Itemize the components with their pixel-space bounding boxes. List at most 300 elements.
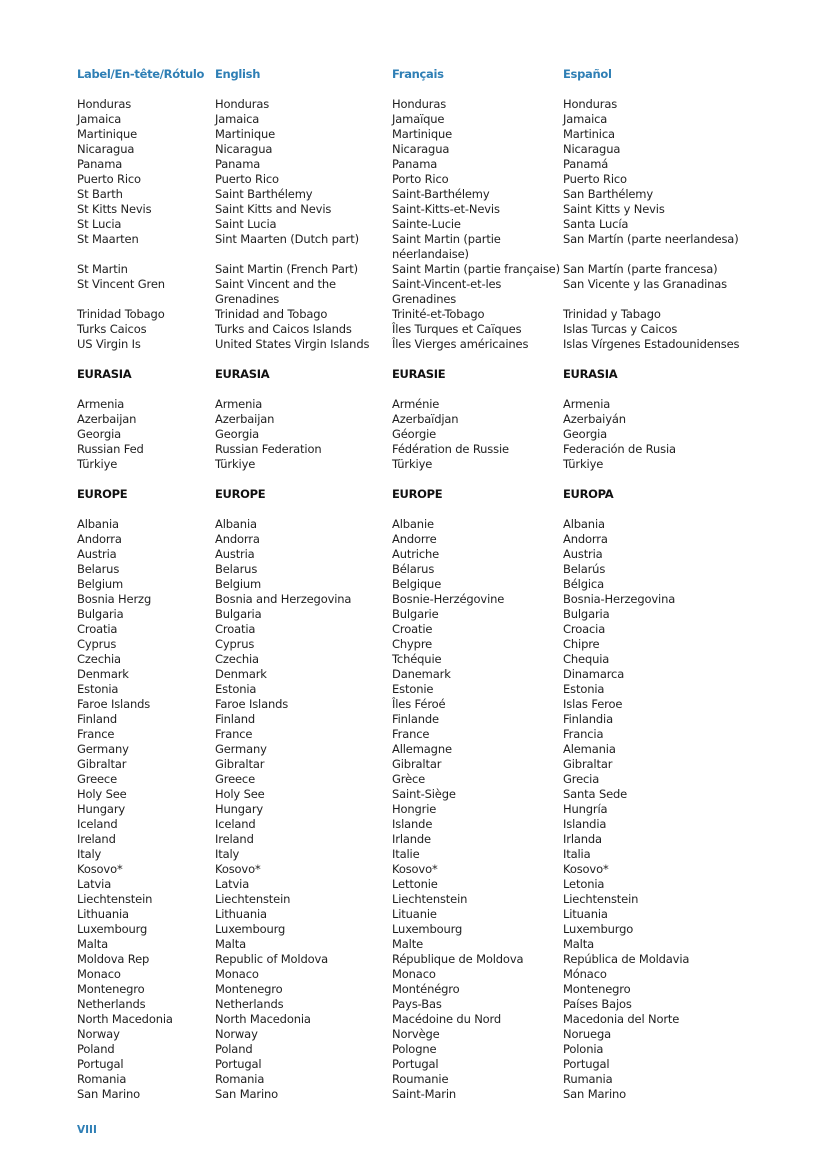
cell-francais: Îles Féroé [392,697,446,711]
table-row [0,127,827,142]
cell-label: Gibraltar [77,757,127,771]
cell-english: Portugal [215,1057,262,1071]
cell-espanol: Honduras [563,97,618,111]
cell-label: Faroe Islands [77,697,151,711]
cell-espanol: Italia [563,847,591,861]
table-row [0,172,827,187]
table-row [0,742,827,757]
table-row [0,562,827,577]
cell-label: Monaco [77,967,121,981]
cell-english: Faroe Islands [215,697,289,711]
cell-francais: Lituanie [392,907,437,921]
cell-label: Lithuania [77,907,129,921]
cell-english: Finland [215,712,256,726]
cell-francais: Sainte-Lucie [392,217,461,231]
cell-label: Denmark [77,667,129,681]
cell-francais: Monaco [392,967,436,981]
cell-francais: Bosnie-Herzégovine [392,592,505,606]
cell-label: San Marino [77,1087,141,1101]
column-header-row [0,67,827,82]
table-row [0,862,827,877]
cell-francais: Îles Vierges américaines [392,337,529,351]
cell-english: Grenadines [215,292,280,306]
cell-francais: Bulgarie [392,607,439,621]
cell-label: Moldova Rep [77,952,150,966]
cell-english: Lithuania [215,907,267,921]
cell-english: Azerbaijan [215,412,275,426]
table-row [0,457,827,472]
cell-francais: Macédoine du Nord [392,1012,502,1026]
cell-espanol: Puerto Rico [563,172,627,186]
section-title-francais: EUROPE [392,487,443,501]
cell-espanol: Azerbaiyán [563,412,626,426]
cell-english: Bulgaria [215,607,262,621]
cell-english: Austria [215,547,255,561]
cell-label: Belarus [77,562,120,576]
cell-francais: Albanie [392,517,434,531]
cell-english: Russian Federation [215,442,322,456]
cell-espanol: Bulgaria [563,607,610,621]
cell-english: Armenia [215,397,263,411]
cell-francais: Honduras [392,97,447,111]
cell-english: Belgium [215,577,262,591]
cell-espanol: Martinica [563,127,615,141]
table-row [0,1072,827,1087]
cell-english: Cyprus [215,637,255,651]
cell-label: Albania [77,517,119,531]
table-row [0,922,827,937]
table-row [0,607,827,622]
cell-label: Portugal [77,1057,124,1071]
cell-francais: Bélarus [392,562,435,576]
cell-label: Austria [77,547,117,561]
cell-english: Czechia [215,652,259,666]
cell-francais: Pologne [392,1042,437,1056]
table-row-continuation [0,292,827,307]
cell-francais: Monténégro [392,982,460,996]
cell-label: St Kitts Nevis [77,202,152,216]
cell-english: Italy [215,847,240,861]
cell-francais: Panama [392,157,438,171]
cell-francais: Hongrie [392,802,437,816]
section-title-label: EUROPE [77,487,128,501]
table-row [0,697,827,712]
cell-label: Martinique [77,127,138,141]
table-row [0,202,827,217]
cell-english: Montenegro [215,982,283,996]
cell-espanol: Croacia [563,622,606,636]
cell-label: Germany [77,742,129,756]
cell-francais: Irlande [392,832,431,846]
cell-francais: Islande [392,817,433,831]
cell-english: Germany [215,742,267,756]
cell-espanol: Islas Feroe [563,697,623,711]
cell-francais: Luxembourg [392,922,463,936]
cell-label: Estonia [77,682,119,696]
cell-label: Finland [77,712,118,726]
cell-english: Panama [215,157,261,171]
cell-english: Bosnia and Herzegovina [215,592,352,606]
cell-label: Cyprus [77,637,117,651]
cell-espanol: San Barthélemy [563,187,654,201]
cell-francais: Allemagne [392,742,452,756]
cell-espanol: Liechtenstein [563,892,639,906]
cell-francais: Trinité-et-Tobago [392,307,485,321]
table-row [0,787,827,802]
cell-label: Bosnia Herzg [77,592,152,606]
cell-label: Kosovo* [77,862,123,876]
cell-label: Jamaica [77,112,122,126]
cell-francais: Autriche [392,547,440,561]
cell-espanol: Irlanda [563,832,602,846]
section-heading [0,367,827,382]
cell-label: Russian Fed [77,442,144,456]
cell-espanol: Belarús [563,562,606,576]
cell-english: Honduras [215,97,270,111]
cell-espanol: Polonia [563,1042,604,1056]
cell-francais: Saint-Vincent-et-les [392,277,502,291]
cell-english: Estonia [215,682,257,696]
section-heading [0,487,827,502]
cell-label: Georgia [77,427,122,441]
table-row [0,817,827,832]
cell-francais: Saint-Siège [392,787,456,801]
cell-espanol: Gibraltar [563,757,613,771]
cell-espanol: San Vicente y las Granadinas [563,277,728,291]
cell-espanol: Países Bajos [563,997,632,1011]
table-row [0,412,827,427]
table-row [0,727,827,742]
cell-english: Monaco [215,967,259,981]
cell-label: St Vincent Gren [77,277,165,291]
cell-english: Jamaica [215,112,260,126]
cell-espanol: Bélgica [563,577,604,591]
table-row-continuation [0,247,827,262]
cell-espanol: Kosovo* [563,862,609,876]
header-espanol: Español [563,67,612,81]
cell-label: St Martin [77,262,128,276]
cell-espanol: Grecia [563,772,600,786]
cell-label: Holy See [77,787,127,801]
cell-espanol: Austria [563,547,603,561]
table-row [0,1057,827,1072]
cell-francais: Danemark [392,667,451,681]
table-row [0,322,827,337]
cell-english: Türkiye [215,457,256,471]
table-row [0,892,827,907]
table-row [0,1087,827,1102]
table-row [0,937,827,952]
cell-espanol: Jamaica [563,112,608,126]
table-row [0,592,827,607]
table-row [0,667,827,682]
cell-espanol: San Martín (parte neerlandesa) [563,232,739,246]
cell-label: Luxembourg [77,922,148,936]
cell-english: Republic of Moldova [215,952,329,966]
section-title-label: EURASIA [77,367,132,381]
table-row [0,877,827,892]
cell-espanol: San Martín (parte francesa) [563,262,718,276]
table-row [0,847,827,862]
cell-english: Trinidad and Tobago [215,307,328,321]
cell-label: Türkiye [77,457,118,471]
table-row [0,802,827,817]
cell-espanol: Andorra [563,532,608,546]
table-row [0,1027,827,1042]
cell-espanol: Macedonia del Norte [563,1012,680,1026]
cell-english: Malta [215,937,246,951]
cell-english: Puerto Rico [215,172,279,186]
section-title-english: EURASIA [215,367,270,381]
cell-francais: Grèce [392,772,426,786]
table-row [0,1042,827,1057]
table-row [0,652,827,667]
cell-espanol: Luxemburgo [563,922,634,936]
cell-espanol: Malta [563,937,594,951]
cell-label: Azerbaijan [77,412,137,426]
cell-english: Martinique [215,127,276,141]
table-row [0,832,827,847]
cell-francais: néerlandaise) [392,247,469,261]
cell-english: Sint Maarten (Dutch part) [215,232,359,246]
cell-english: Georgia [215,427,260,441]
cell-francais: Portugal [392,1057,439,1071]
cell-espanol: Federación de Rusia [563,442,676,456]
cell-francais: France [392,727,430,741]
table-row [0,577,827,592]
cell-english: Turks and Caicos Islands [215,322,352,336]
cell-francais: Tchéquie [392,652,442,666]
cell-label: Latvia [77,877,112,891]
cell-espanol: Finlandia [563,712,613,726]
cell-francais: Pays-Bas [392,997,442,1011]
cell-espanol: Panamá [563,157,609,171]
cell-francais: Jamaïque [392,112,445,126]
cell-english: Liechtenstein [215,892,291,906]
cell-english: Luxembourg [215,922,286,936]
table-row [0,427,827,442]
header-label: Label/En-tête/Rótulo [77,67,205,81]
cell-espanol: Santa Lucía [563,217,629,231]
page-number: VIII [77,1124,97,1136]
cell-label: Puerto Rico [77,172,141,186]
cell-espanol: Armenia [563,397,611,411]
cell-label: Turks Caicos [77,322,147,336]
cell-espanol: Estonia [563,682,605,696]
cell-english: Kosovo* [215,862,261,876]
cell-english: Iceland [215,817,256,831]
section-title-espanol: EURASIA [563,367,618,381]
table-row [0,682,827,697]
cell-francais: Géorgie [392,427,437,441]
table-row [0,907,827,922]
table-row [0,952,827,967]
cell-francais: Azerbaïdjan [392,412,459,426]
cell-label: Armenia [77,397,125,411]
cell-espanol: Islas Turcas y Caicos [563,322,678,336]
cell-francais: Grenadines [392,292,457,306]
cell-espanol: Saint Kitts y Nevis [563,202,665,216]
cell-espanol: Rumania [563,1072,613,1086]
table-row [0,637,827,652]
table-row [0,712,827,727]
cell-label: Malta [77,937,108,951]
cell-english: Nicaragua [215,142,273,156]
section-title-espanol: EUROPA [563,487,614,501]
cell-francais: Arménie [392,397,440,411]
cell-english: Netherlands [215,997,284,1011]
cell-espanol: Islandia [563,817,607,831]
cell-espanol: Nicaragua [563,142,621,156]
cell-espanol: Noruega [563,1027,612,1041]
cell-francais: Finlande [392,712,439,726]
cell-english: Gibraltar [215,757,265,771]
cell-english: Hungary [215,802,264,816]
cell-espanol: Lituania [563,907,608,921]
cell-english: Albania [215,517,257,531]
cell-espanol: Montenegro [563,982,631,996]
table-row [0,232,827,247]
cell-label: Trinidad Tobago [77,307,165,321]
cell-label: Iceland [77,817,118,831]
cell-label: Liechtenstein [77,892,153,906]
cell-espanol: Dinamarca [563,667,625,681]
cell-english: Saint Lucia [215,217,277,231]
cell-label: Montenegro [77,982,145,996]
cell-francais: Roumanie [392,1072,449,1086]
cell-espanol: Chipre [563,637,600,651]
header-english: English [215,67,261,81]
section-title-francais: EURASIE [392,367,446,381]
cell-francais: Liechtenstein [392,892,468,906]
cell-label: Ireland [77,832,116,846]
cell-francais: Fédération de Russie [392,442,509,456]
cell-espanol: Santa Sede [563,787,628,801]
cell-label: US Virgin Is [77,337,141,351]
cell-english: Norway [215,1027,258,1041]
cell-label: Romania [77,1072,127,1086]
cell-english: Andorra [215,532,260,546]
table-row [0,547,827,562]
cell-english: Poland [215,1042,253,1056]
cell-label: St Lucia [77,217,122,231]
cell-espanol: República de Moldavia [563,952,690,966]
cell-english: Greece [215,772,256,786]
cell-francais: Porto Rico [392,172,449,186]
cell-espanol: Bosnia-Herzegovina [563,592,676,606]
cell-label: North Macedonia [77,1012,173,1026]
cell-francais: Estonie [392,682,434,696]
cell-english: Saint Vincent and the [215,277,336,291]
cell-francais: Türkiye [392,457,433,471]
cell-label: Italy [77,847,102,861]
cell-francais: Malte [392,937,423,951]
cell-francais: Gibraltar [392,757,442,771]
table-row [0,142,827,157]
cell-label: Czechia [77,652,121,666]
cell-english: Saint Martin (French Part) [215,262,359,276]
table-row [0,1012,827,1027]
cell-english: Denmark [215,667,267,681]
table-row [0,307,827,322]
cell-francais: Belgique [392,577,442,591]
cell-espanol: Chequia [563,652,610,666]
cell-english: San Marino [215,1087,279,1101]
table-row [0,337,827,352]
section-title-english: EUROPE [215,487,266,501]
table-row [0,277,827,292]
cell-label: France [77,727,115,741]
cell-espanol: Francia [563,727,604,741]
table-row [0,262,827,277]
cell-francais: Norvège [392,1027,440,1041]
table-row [0,157,827,172]
cell-francais: Andorre [392,532,437,546]
cell-english: Saint Kitts and Nevis [215,202,332,216]
cell-english: Holy See [215,787,265,801]
cell-francais: Italie [392,847,420,861]
cell-label: Andorra [77,532,122,546]
cell-english: North Macedonia [215,1012,311,1026]
table-row [0,967,827,982]
cell-espanol: San Marino [563,1087,627,1101]
cell-label: Honduras [77,97,132,111]
table-row [0,997,827,1012]
cell-label: Norway [77,1027,120,1041]
table-row [0,97,827,112]
cell-espanol: Hungría [563,802,608,816]
table-row [0,217,827,232]
cell-label: Croatia [77,622,118,636]
cell-francais: Lettonie [392,877,438,891]
cell-francais: Saint-Kitts-et-Nevis [392,202,500,216]
cell-label: Panama [77,157,123,171]
cell-espanol: Letonia [563,877,605,891]
table-row [0,397,827,412]
cell-francais: République de Moldova [392,952,524,966]
cell-english: Saint Barthélemy [215,187,313,201]
table-row [0,622,827,637]
cell-francais: Saint Martin (partie [392,232,501,246]
cell-francais: Îles Turques et Caïques [392,322,522,336]
cell-label: Hungary [77,802,126,816]
cell-francais: Saint Martin (partie française) [392,262,560,276]
cell-espanol: Mónaco [563,967,607,981]
cell-label: Nicaragua [77,142,135,156]
cell-label: St Maarten [77,232,139,246]
cell-francais: Kosovo* [392,862,438,876]
cell-espanol: Islas Vírgenes Estadounidenses [563,337,740,351]
table-row [0,532,827,547]
table-row [0,982,827,997]
table-row [0,517,827,532]
cell-francais: Saint-Marin [392,1087,457,1101]
cell-espanol: Portugal [563,1057,610,1071]
cell-label: Poland [77,1042,115,1056]
cell-english: France [215,727,253,741]
cell-label: St Barth [77,187,123,201]
cell-label: Belgium [77,577,124,591]
table-row [0,187,827,202]
cell-espanol: Alemania [563,742,616,756]
cell-francais: Croatie [392,622,433,636]
cell-francais: Saint-Barthélemy [392,187,490,201]
table-row [0,757,827,772]
cell-espanol: Georgia [563,427,608,441]
cell-english: Croatia [215,622,256,636]
table-row [0,112,827,127]
table-row [0,772,827,787]
